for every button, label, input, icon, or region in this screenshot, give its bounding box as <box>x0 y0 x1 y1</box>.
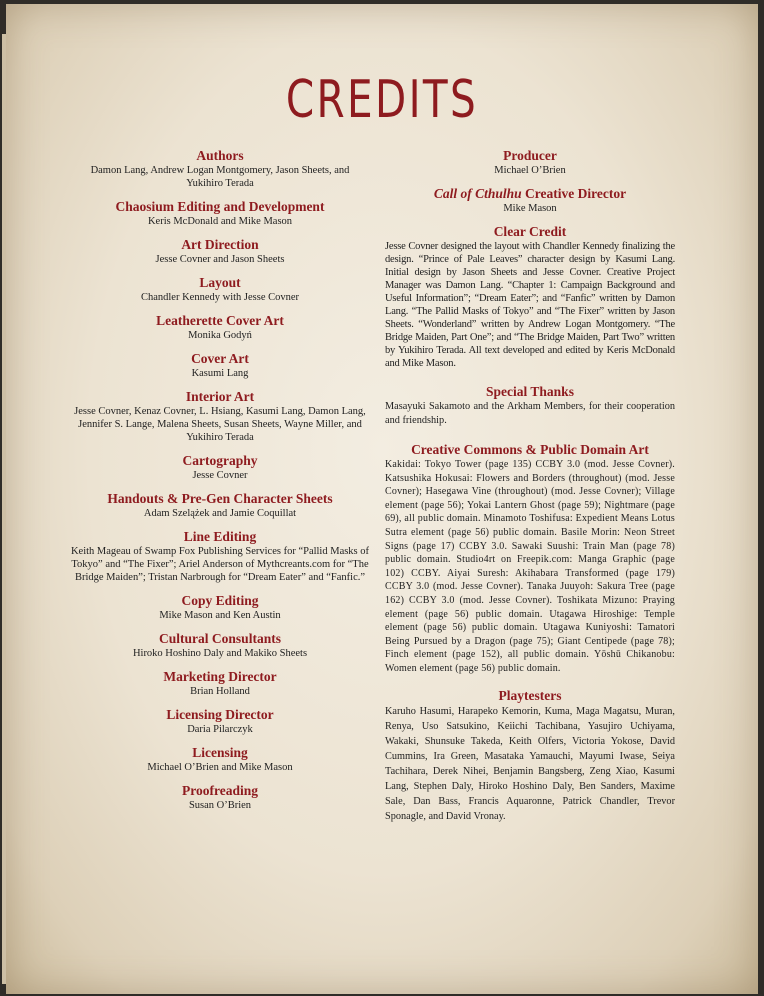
section-heading: Interior Art <box>185 389 255 404</box>
section-body: Mike Mason <box>503 203 557 214</box>
section-body: Daria Pilarczyk <box>187 724 253 735</box>
credit-section-editing <box>70 199 370 228</box>
section-body: Keris McDonald and Mike Mason <box>147 216 293 227</box>
section-body: Keith Mageau of Swamp Fox Publishing Services for “Pallid Masks of Tokyo” and “The Fixer”; Ariel Anderson of Mythcreants.com for “The Bridge Maiden”; Tristan Narbrough for “Dream Eater” and “Fanfic.” <box>70 546 370 583</box>
section-body: Chandler Kennedy with Jesse Covner <box>140 292 300 303</box>
section-heading: Marketing Director <box>163 669 277 684</box>
credit-section-clear-credit <box>385 224 675 370</box>
section-body: Jesse Covner designed the layout with Chandler Kennedy finalizing the design. “Prince of Pale Leaves” character design by Kasumi Lang. Initial design by Jason Sheets and Jesse Covner. Creative Project Manager was Damon Lang. “Chapter 1: Campaign Background and Useful Information”; “Dream Eater”; and “Fanfic” written by Damon Lang. “The Pallid Masks of Tokyo” and “The Fixer” written by Jason Sheets. “Wonderland” written by Andrew Logan Montgomery. “The Bridge Maiden, Part One”; and “The Bridge Maiden, Part Two” written by Yukihiro Terada. All text developed and edited by Keris McDonald and Mike Mason. <box>385 241 675 369</box>
section-heading: Cartography <box>182 453 258 468</box>
section-heading: Cover Art <box>191 351 249 366</box>
section-heading: Playtesters <box>498 687 562 703</box>
section-heading: Leatherette Cover Art <box>156 313 284 328</box>
section-heading: Handouts & Pre-Gen Character Sheets <box>107 491 333 506</box>
credit-section-creative-director <box>385 186 675 215</box>
section-body: Mike Mason and Ken Austin <box>159 610 281 621</box>
credit-section-cultural-consultants <box>70 631 370 660</box>
section-heading: Cultural Consultants <box>159 631 281 646</box>
left-column <box>70 148 370 821</box>
credit-section-cartography <box>70 453 370 482</box>
credit-section-authors <box>70 148 370 190</box>
credit-section-cover-art <box>70 351 370 380</box>
credit-section-copy-editing <box>70 593 370 622</box>
right-column <box>385 148 675 833</box>
credit-section-art-direction <box>70 237 370 266</box>
section-heading: Chaosium Editing and Development <box>115 199 325 214</box>
section-body: Kasumi Lang <box>191 368 249 379</box>
section-heading: Clear Credit <box>493 224 567 239</box>
section-body: Jesse Covner, Kenaz Covner, L. Hsiang, Kasumi Lang, Damon Lang, Jennifer S. Lange, Malena Sheets, Susan Sheets, Wayne Miller, and Yukihiro Terada <box>74 406 366 443</box>
section-body: Masayuki Sakamoto and the Arkham Members, for their cooperation and friendship. <box>385 401 675 426</box>
page-title: CREDITS <box>285 70 479 130</box>
heading-italic-part: Call of Cthulhu <box>433 186 522 201</box>
section-body: Monika Godyń <box>188 330 252 341</box>
section-body: Kakidai: Tokyo Tower (page 135) CCBY 3.0 (mod. Jesse Covner). Katsushika Hokusai: Flowers and Borders (throughout) (mod. Jesse Covner); Hasegawa Vine (throughout) (mod. Jesse Covner); Village element (page 56); Yokai Lantern Ghost (page 59); Nightmare (page 69), all public domain. Minamoto Toshifusa: Expedient Means Lotus Sutra element (page 56) public domain. Basile Morin: Neon Street Signs (page 17) CCBY 3.0. Sawaki Suushi: Train Man (page 78) public domain. Studio4rt on Freepik.com: Manga Graphic (page 102) CCBY. Aiyai Suresh: Akihabara Transformed (page 179) CCBY 3.0 (mod. Jesse Covner). Tanaka Juuyoh: Sakura Tree (page 162) CCBY 3.0 (mod. Jesse Covner). Toshikata Mizuno: Praying element (page 56) public domain. Utagawa Hiroshige: Temple element (page 56) public domain. Utagawa Kuniyoshi: Tamatori Being Pursued by a Dragon (page 75); Giant Centipede (page 78); Finch element (page 152), all public domain. Yōshū Chikanobu: Women element (page 56) public domain. <box>385 459 675 674</box>
credit-section-playtesters <box>385 688 675 824</box>
credit-section-marketing <box>70 669 370 698</box>
section-body: Susan O’Brien <box>188 800 252 811</box>
section-heading: Line Editing <box>183 529 257 544</box>
credit-section-leatherette-cover <box>70 313 370 342</box>
section-heading: Producer <box>503 148 557 163</box>
credit-section-licensing-director <box>70 707 370 736</box>
credit-section-line-editing <box>70 529 370 584</box>
credit-section-creative-commons <box>385 442 675 676</box>
section-body: Jesse Covner and Jason Sheets <box>155 254 285 265</box>
section-heading: Special Thanks <box>486 384 574 399</box>
section-heading: Creative Commons & Public Domain Art <box>411 442 649 457</box>
credit-section-layout <box>70 275 370 304</box>
section-body: Michael O’Brien <box>494 165 566 176</box>
section-body: Adam Szelążek and Jamie Coquillat <box>143 508 297 519</box>
credit-section-licensing <box>70 745 370 774</box>
section-body: Jesse Covner <box>192 470 248 481</box>
section-body: Brian Holland <box>190 686 250 697</box>
section-heading: Authors <box>196 148 244 163</box>
section-heading: Copy Editing <box>181 593 259 608</box>
credit-section-interior-art <box>70 389 370 444</box>
section-heading: Proofreading <box>182 783 258 798</box>
section-heading <box>385 186 675 202</box>
section-body: Hiroko Hoshino Daly and Makiko Sheets <box>132 648 308 659</box>
credit-section-producer <box>385 148 675 177</box>
section-heading: Licensing <box>192 745 248 760</box>
section-heading: Art Direction <box>181 237 259 252</box>
credit-section-proofreading <box>70 783 370 812</box>
heading-rest-part: Creative Director <box>521 186 627 201</box>
section-body: Michael O’Brien and Mike Mason <box>147 762 293 773</box>
section-body: Damon Lang, Andrew Logan Montgomery, Jason Sheets, and Yukihiro Terada <box>90 165 350 189</box>
credit-section-special-thanks <box>385 384 675 428</box>
section-heading: Licensing Director <box>166 707 274 722</box>
section-heading: Layout <box>199 275 241 290</box>
section-body: Karuho Hasumi, Harapeko Kemorin, Kuma, Maga Magatsu, Muran, Renya, Uso Satsukino, Keiichi Tachibana, Yasujiro Uchiyama, Wakaki, Shunsuke Takeda, Keith Olfers, Victoria Yokose, David Cummins, Ira Green, Masataka Yamauchi, Mayumi Iwase, Seiya Tachihara, Derek Nihei, Benjamin Bangsberg, Zeng Xiao, Kasumi Lang, Stephen Daly, Hiroko Hoshino Daly, Ben Sanders, Maxime Sale, Dan Bass, Francis Aquaronne, Patrick Chandler, Trevor Sponagle, and David Vronay. <box>385 705 675 822</box>
credit-section-handouts <box>70 491 370 520</box>
